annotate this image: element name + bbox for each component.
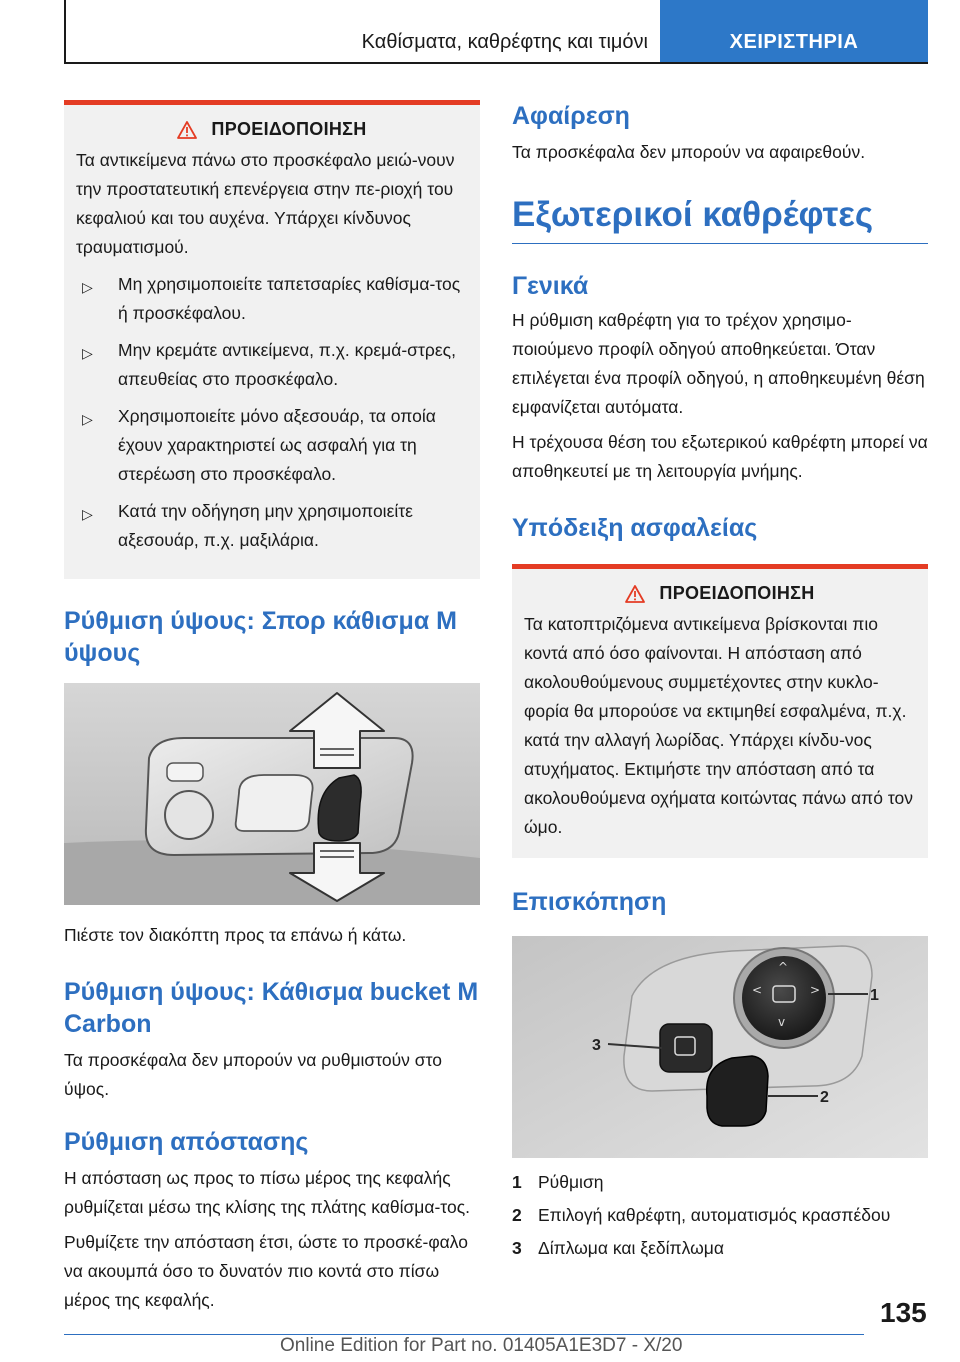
bucket-seat-text: Τα προσκέφαλα δεν μπορούν να ρυθμιστούν στο ύψος. (64, 1050, 442, 1099)
legend-row: 2 Επιλογή καθρέφτη, αυτοματισμός κρασπέδου (512, 1205, 891, 1225)
distance-heading: Ρύθμιση απόστασης (64, 1128, 309, 1156)
warning-title: ΠΡΟΕΙΔΟΠΟΙΗΣΗ (659, 583, 815, 603)
mirror-controls-illustration (512, 936, 928, 1158)
bullet-triangle-icon: ▷ (82, 411, 93, 427)
warning-text: Τα κατοπτριζόμενα αντικείμενα βρίσκονται πιο κοντά από όσο φαίνονται. Η απόσταση από ακολουθούμενους συμμετέχοντες στην κυκλο-φορία θα μπορούσε να εκτιμηθεί εσφαλμένα, π.χ. κατά την αλλαγή λωρίδας. Υπάρχει κίνδυ-νος ατυχήματος. Εκτιμήστε την απόσταση από τα ακολουθούμενα οχήματα κοιτώντας πάνω από τον ώμο. (524, 614, 913, 837)
chapter-tab[interactable]: ΧΕΙΡΙΣΤΗΡΙΑ (660, 0, 928, 62)
down-arrow-glyph: v (778, 1015, 786, 1029)
page-number: 135 (880, 1297, 927, 1328)
safety-heading: Υπόδειξη ασφαλείας (512, 514, 758, 542)
figure-legend (512, 1168, 928, 1263)
legend-row: 1 Ρύθμιση (512, 1172, 604, 1192)
callout-3: 3 (592, 1037, 601, 1054)
bullet-triangle-icon: ▷ (82, 279, 93, 295)
general-heading: Γενικά (512, 272, 589, 300)
right-arrow-glyph: > (810, 983, 821, 997)
removal-text: Τα προσκέφαλα δεν μπορούν να αφαιρεθούν. (512, 142, 866, 162)
bullet-triangle-icon: ▷ (82, 506, 93, 522)
general-text-1: Η ρύθμιση καθρέφτη για το τρέχον χρησιμο-ποιούμενο προφίλ οδηγού αποθηκεύεται. Όταν επιλέγεται ένα προφίλ οδηγού, η αποθηκευμένη θέση εμφανίζεται αυτόματα. (512, 310, 925, 417)
warning-text: Τα αντικείμενα πάνω στο προσκέφαλο μειώ-νουν την προστατευτική επενέργεια στην πε-ριοχή του κεφαλιού και του αυχένα. Υπάρχει κίνδυνος τραυματισμού. (76, 150, 455, 257)
page-header (64, 0, 928, 64)
callout-1: 1 (870, 987, 879, 1004)
left-arrow-glyph: < (752, 983, 763, 997)
warning-bullets (76, 270, 468, 555)
warning-box (512, 564, 928, 858)
sport-seat-heading: Ρύθμιση ύψους: Σπορ κάθισμα M ύψους (64, 607, 457, 667)
sport-seat-caption: Πιέστε τον διακόπτη προς τα επάνω ή κάτω. (64, 925, 407, 945)
overview-heading: Επισκόπηση (512, 888, 667, 916)
warning-box (64, 100, 480, 579)
list-item: ▷ Χρησιμοποιείτε μόνο αξεσουάρ, τα οποία έχουν χαρακτηριστεί ως ασφαλή για τη στερέωση στο προσκέφαλο. (82, 406, 436, 484)
distance-text-2: Ρυθμίζετε την απόσταση έτσι, ώστε το προσκέ-φαλο να ακουμπά όσο το δυνατόν πιο κοντά στο πίσω μέρος της κεφαλής. (64, 1232, 469, 1310)
bullet-triangle-icon: ▷ (82, 345, 93, 361)
warning-triangle-icon (625, 585, 645, 603)
seat-switch-figure (64, 683, 480, 905)
list-item: ▷ Μη χρησιμοποιείτε ταπετσαρίες καθίσμα-τος ή προσκέφαλου. (82, 274, 461, 323)
mirrors-heading: Εξωτερικοί καθρέφτες (512, 193, 928, 244)
right-column (512, 100, 928, 1267)
callout-2: 2 (820, 1089, 829, 1106)
list-item: ▷ Κατά την οδήγηση μην χρησιμοποιείτε αξεσουάρ, π.χ. μαξιλάρια. (82, 501, 413, 550)
list-item: ▷ Μην κρεμάτε αντικείμενα, π.χ. κρεμά-στρες, απευθείας στο προσκέφαλο. (82, 340, 456, 389)
warning-triangle-icon (177, 121, 197, 139)
warning-title: ΠΡΟΕΙΔΟΠΟΙΗΣΗ (211, 119, 367, 139)
left-column (64, 100, 480, 1319)
up-arrow-glyph: ^ (778, 960, 789, 974)
distance-text-1: Η απόσταση ως προς το πίσω μέρος της κεφαλής ρυθμίζεται μέσω της κλίσης της πλάτης καθίσμα-τος. (64, 1168, 471, 1217)
mirror-controls-figure (512, 936, 928, 1158)
seat-switch-illustration (64, 683, 480, 905)
edition-text: Online Edition for Part no. 01405A1E3D7 - X/20 (280, 1335, 683, 1356)
legend-row: 3 Δίπλωμα και ξεδίπλωμα (512, 1238, 724, 1258)
general-text-2: Η τρέχουσα θέση του εξωτερικού καθρέφτη μπορεί να αποθηκευτεί με τη λειτουργία μνήμης. (512, 432, 928, 481)
removal-heading: Αφαίρεση (512, 102, 630, 130)
bucket-seat-heading: Ρύθμιση ύψους: Κάθισμα bucket M Carbon (64, 978, 479, 1038)
section-title: Καθίσματα, καθρέφτης και τιμόνι (361, 31, 648, 53)
